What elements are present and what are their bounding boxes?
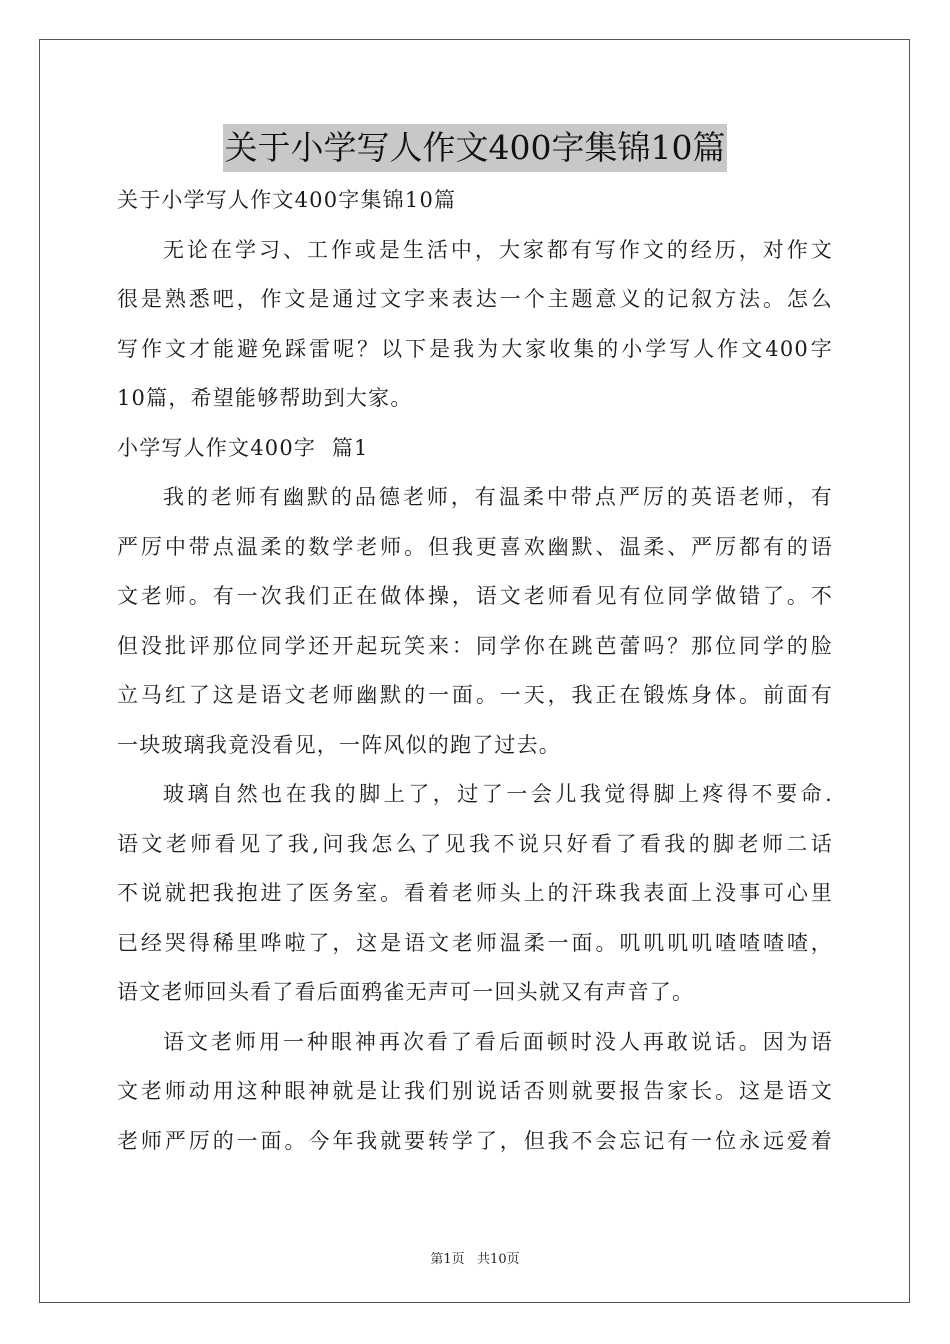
paragraph-line: 立马红了这是语文老师幽默的一面。一天，我正在锻炼身体。前面有 — [117, 683, 833, 707]
document-title: 关于小学写人作文400字集锦10篇 — [223, 124, 728, 172]
intro-line: 10篇，希望能够帮助到大家。 — [117, 386, 413, 410]
essay-paragraph-2 — [117, 770, 833, 1018]
paragraph-line: 但没批评那位同学还开起玩笑来：同学你在跳芭蕾吗？那位同学的脸 — [117, 633, 833, 658]
intro-line: 无论在学习、工作或是生活中，大家都有写作文的经历，对作文 — [163, 237, 833, 262]
paragraph-line: 文老师动用这种眼神就是让我们别说话否则就要报告家长。这是语文 — [117, 1079, 833, 1103]
page-footer: 第1页 共10页 — [430, 1252, 520, 1267]
document-body — [117, 176, 833, 1166]
paragraph-line: 已经哭得稀里哗啦了，这是语文老师温柔一面。叽叽叽叽喳喳喳喳， — [117, 930, 833, 955]
paragraph-line: 我的老师有幽默的品德老师，有温柔中带点严厉的英语老师，有 — [163, 485, 833, 509]
paragraph-line: 严厉中带点温柔的数学老师。但我更喜欢幽默、温柔、严厉都有的语 — [117, 534, 833, 559]
paragraph-line: 语文老师用一种眼神再次看了看后面顿时没人再敢说话。因为语 — [163, 1029, 833, 1054]
section-heading: 小学写人作文400字 篇1 — [117, 435, 369, 460]
intro-line: 很是熟悉吧，作文是通过文字来表达一个主题意义的记叙方法。怎么 — [117, 287, 833, 311]
intro-paragraph — [117, 226, 833, 424]
paragraph-line: 文老师。有一次我们正在做体操，语文老师看见有位同学做错了。不 — [117, 584, 833, 608]
paragraph-line: 语文老师回头看了看后面鸦雀无声可一回头就又有声音了。 — [117, 980, 695, 1004]
document-subtitle: 关于小学写人作文400字集锦10篇 — [117, 188, 457, 212]
intro-line: 写作文才能避免踩雷呢？以下是我为大家收集的小学写人作文400字 — [117, 336, 833, 361]
title-container — [0, 124, 950, 172]
essay-paragraph-1 — [117, 473, 833, 770]
paragraph-line: 老师严厉的一面。今年我就要转学了，但我不会忘记有一位永远爱着 — [117, 1128, 833, 1153]
paragraph-line: 语文老师看见了我,问我怎么了见我不说只好看了看我的脚老师二话 — [117, 831, 833, 856]
paragraph-line: 不说就把我抱进了医务室。看着老师头上的汗珠我表面上没事可心里 — [117, 881, 833, 905]
paragraph-line: 玻璃自然也在我的脚上了，过了一会儿我觉得脚上疼得不要命. — [163, 782, 833, 806]
paragraph-line: 一块玻璃我竟没看见，一阵风似的跑了过去。 — [117, 732, 561, 757]
essay-paragraph-3 — [117, 1018, 833, 1167]
